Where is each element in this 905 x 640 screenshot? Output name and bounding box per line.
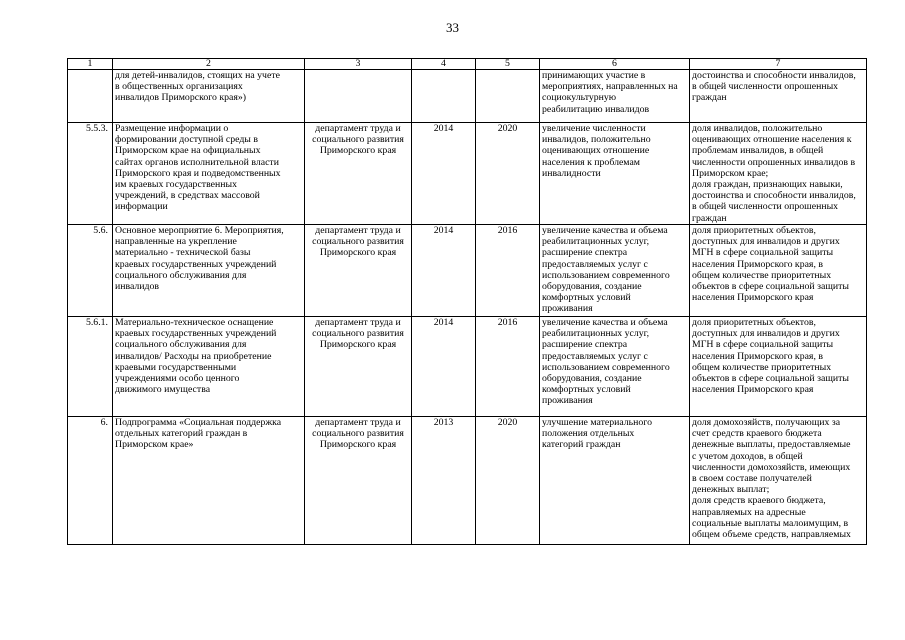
item-indicator: доля приоритетных объектов, доступных для инвалидов и других МГН в сфере социальной защиты населения Приморского края, в общем количестве приоритетных объектов в сфере социальной защиты населения Приморского края [690,225,867,317]
table-row [68,417,867,545]
column-header: 2 [113,59,305,70]
item-indicator: достоинства и способности инвалидов, в общей численности опрошенных граждан [690,70,867,123]
column-header: 6 [540,59,690,70]
item-indicator: доля домохозяйств, получающих за счет средств краевого бюджета денежные выплаты, предоставляемые с учетом доходов, в общей численности домохозяйств, имеющих в своем составе получателей денежных выплат; доля средств краевого бюджета, направляемых на адресные социальные выплаты малоимущим, в общем объеме средств, направляемых [690,417,867,545]
item-end-year: 2016 [476,317,540,417]
column-header: 7 [690,59,867,70]
page-number: 33 [446,20,459,35]
item-number [68,70,113,123]
item-executor: департамент труда и социального развития Приморского края [305,123,412,225]
item-start-year [412,70,476,123]
program-table [67,58,867,545]
item-number: 5.6. [68,225,113,317]
item-expected-result: улучшение материального положения отдельных категорий граждан [540,417,690,545]
item-number: 5.6.1. [68,317,113,417]
item-indicator: доля приоритетных объектов, доступных для инвалидов и других МГН в сфере социальной защиты населения Приморского края, в общем количестве приоритетных объектов в сфере социальной защиты населения Приморского края [690,317,867,417]
item-executor: департамент труда и социального развития Приморского края [305,417,412,545]
column-header: 4 [412,59,476,70]
column-number-row [68,59,867,70]
item-start-year: 2014 [412,123,476,225]
item-name: Основное мероприятие 6. Мероприятия, направленные на укрепление материально - технической базы краевых государственных учреждений социального обслуживания для инвалидов [113,225,305,317]
table-row [68,317,867,417]
item-executor [305,70,412,123]
table-row [68,70,867,123]
table-row [68,225,867,317]
item-number: 6. [68,417,113,545]
item-number: 5.5.3. [68,123,113,225]
item-start-year: 2014 [412,317,476,417]
item-executor: департамент труда и социального развития Приморского края [305,317,412,417]
item-end-year: 2016 [476,225,540,317]
item-start-year: 2013 [412,417,476,545]
column-header: 1 [68,59,113,70]
item-name: для детей-инвалидов, стоящих на учете в общественных организациях инвалидов Приморского края») [113,70,305,123]
item-end-year: 2020 [476,123,540,225]
item-end-year: 2020 [476,417,540,545]
item-indicator: доля инвалидов, положительно оценивающих отношение населения к проблемам инвалидов, в общей численности опрошенных инвалидов в Приморском крае; доля граждан, признающих навыки, достоинства и способности инвалидов, в общей численности опрошенных граждан [690,123,867,225]
item-name: Материально-техническое оснащение краевых государственных учреждений социального обслуживания для инвалидов/ Расходы на приобретение краевыми государственными учреждениями особо ценного движимого имущества [113,317,305,417]
item-expected-result: увеличение качества и объема реабилитационных услуг, расширение спектра предоставляемых услуг с использованием современного оборудования, создание комфортных условий проживания [540,225,690,317]
column-header: 3 [305,59,412,70]
item-expected-result: увеличение качества и объема реабилитационных услуг, расширение спектра предоставляемых услуг с использованием современного оборудования, создание комфортных условий проживания [540,317,690,417]
table-row [68,123,867,225]
item-start-year: 2014 [412,225,476,317]
item-name: Подпрограмма «Социальная поддержка отдельных категорий граждан в Приморском крае» [113,417,305,545]
item-name: Размещение информации о формировании доступной среды в Приморском крае на официальных сайтах органов исполнительной власти Приморского края и подведомственных им краевых государственных учреждений, в средствах массовой информации [113,123,305,225]
item-expected-result: увеличение численности инвалидов, положительно оценивающих отношение населения к проблемам инвалидности [540,123,690,225]
item-expected-result: принимающих участие в мероприятиях, направленных на социокультурную реабилитацию инвалидов [540,70,690,123]
item-end-year [476,70,540,123]
column-header: 5 [476,59,540,70]
item-executor: департамент труда и социального развития Приморского края [305,225,412,317]
